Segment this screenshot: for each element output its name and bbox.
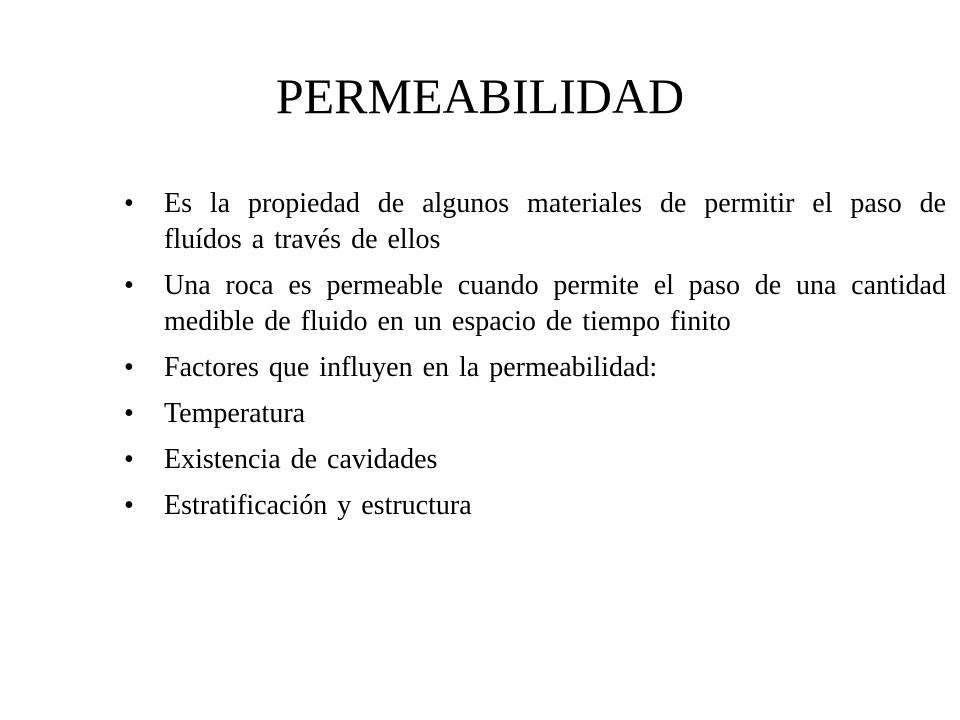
bullet-icon: • — [124, 352, 134, 383]
bullet-item-cavities — [124, 442, 946, 478]
bullet-item-temperature — [124, 396, 946, 432]
bullet-item-stratification — [124, 488, 946, 524]
bullet-icon: • — [124, 444, 134, 475]
bullet-text: Una roca es permeable cuando permite el paso de una cantidad medible de fluido en un espacio de tiempo finito — [164, 270, 946, 337]
slide-title: PERMEABILIDAD — [275, 68, 685, 124]
bullet-text: Existencia de cavidades — [164, 444, 438, 475]
bullet-icon: • — [124, 490, 134, 521]
bullet-item-definition — [124, 186, 946, 258]
bullet-icon: • — [124, 398, 134, 429]
bullet-text: Es la propiedad de algunos materiales de permitir el paso de fluídos a través de ellos — [164, 188, 946, 255]
bullet-icon: • — [124, 188, 134, 219]
bullet-icon: • — [124, 270, 134, 301]
bullet-text: Temperatura — [164, 398, 306, 429]
bullet-text: Estratificación y estructura — [164, 490, 472, 521]
bullet-text: Factores que influyen en la permeabilidad: — [164, 352, 658, 383]
bullet-item-factors — [124, 350, 946, 386]
bullet-list — [124, 186, 946, 534]
bullet-item-permeable-rock — [124, 268, 946, 340]
